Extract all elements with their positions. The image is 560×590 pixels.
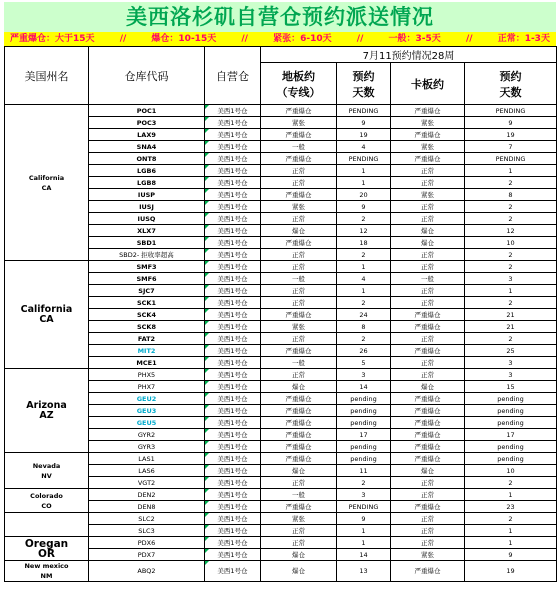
- state-name: Oregan: [24, 537, 69, 550]
- warehouse-code-cell: VGT2: [89, 477, 205, 489]
- floor-status-cell: 严重爆仓: [261, 129, 337, 141]
- legend-item: 严重爆仓：大于15天: [10, 34, 95, 44]
- own-warehouse-cell: 美西1号仓: [205, 177, 261, 189]
- state-abbr: CA: [39, 313, 54, 325]
- truck-status-cell: 严重爆仓: [391, 441, 465, 453]
- own-warehouse-cell: 美西1号仓: [205, 429, 261, 441]
- legend-item: 紧张：6-10天: [273, 34, 332, 44]
- state-abbr: CA: [41, 183, 52, 192]
- floor-status-cell: 严重爆仓: [261, 153, 337, 165]
- truck-days-cell: 3: [465, 357, 557, 369]
- own-warehouse-cell: 美西1号仓: [205, 213, 261, 225]
- table-row: [5, 261, 557, 273]
- truck-days-cell: 23: [465, 501, 557, 513]
- warehouse-code-cell: LAS1: [89, 453, 205, 465]
- floor-days-cell: 14: [337, 381, 391, 393]
- truck-days-cell: 2: [465, 261, 557, 273]
- truck-days-cell: 2: [465, 177, 557, 189]
- floor-days-cell: 13: [337, 561, 391, 582]
- header-warehouse-code: 仓库代码: [89, 47, 205, 105]
- own-warehouse-cell: 美西1号仓: [205, 165, 261, 177]
- floor-status-cell: 严重爆仓: [261, 105, 337, 117]
- warehouse-code-cell: IUSP: [89, 189, 205, 201]
- warehouse-code-cell: IUSQ: [89, 213, 205, 225]
- header-state: 美国州名: [5, 47, 89, 105]
- floor-status-cell: 严重爆仓: [261, 345, 337, 357]
- floor-status-cell: 正常: [261, 285, 337, 297]
- warehouse-code-cell: LGB6: [89, 165, 205, 177]
- own-warehouse-cell: 美西1号仓: [205, 405, 261, 417]
- legend-item: 正常：1-3天: [497, 34, 550, 44]
- floor-days-cell: 1: [337, 285, 391, 297]
- warehouse-code-cell: ABQ2: [89, 561, 205, 582]
- state-cell: [5, 513, 89, 537]
- warehouse-code-cell: DEN8: [89, 501, 205, 513]
- header-floor-line2: （专线）: [276, 85, 321, 99]
- truck-days-cell: 10: [465, 237, 557, 249]
- header-floor-days: [337, 63, 391, 105]
- warehouse-code-cell: GEU5: [89, 417, 205, 429]
- floor-status-cell: 正常: [261, 213, 337, 225]
- warehouse-code-cell: GEU2: [89, 393, 205, 405]
- floor-days-cell: 2: [337, 213, 391, 225]
- truck-days-cell: PENDING: [465, 105, 557, 117]
- floor-status-cell: 正常: [261, 525, 337, 537]
- table-row: [5, 453, 557, 465]
- floor-status-cell: 正常: [261, 369, 337, 381]
- floor-days-cell: 26: [337, 345, 391, 357]
- state-name: New mexico: [24, 562, 69, 570]
- header-floor-line1: 地板约: [282, 69, 315, 83]
- state-abbr: OR: [37, 547, 55, 560]
- floor-days-cell: 1: [337, 261, 391, 273]
- warehouse-code-cell: MIT2: [89, 345, 205, 357]
- state-name: California: [20, 303, 73, 315]
- truck-days-cell: 1: [465, 165, 557, 177]
- truck-days-cell: 9: [465, 117, 557, 129]
- floor-days-cell: 1: [337, 177, 391, 189]
- truck-status-cell: 严重爆仓: [391, 417, 465, 429]
- truck-days-cell: 3: [465, 273, 557, 285]
- floor-days-cell: pending: [337, 453, 391, 465]
- truck-days-cell: 12: [465, 225, 557, 237]
- floor-days-cell: 1: [337, 165, 391, 177]
- truck-days-cell: 2: [465, 477, 557, 489]
- truck-status-cell: 严重爆仓: [391, 393, 465, 405]
- floor-status-cell: 严重爆仓: [261, 417, 337, 429]
- floor-status-cell: 一般: [261, 489, 337, 501]
- floor-days-cell: 2: [337, 333, 391, 345]
- truck-days-cell: 19: [465, 129, 557, 141]
- floor-days-cell: 11: [337, 465, 391, 477]
- floor-days-cell: 17: [337, 429, 391, 441]
- warehouse-code-cell: GYR3: [89, 441, 205, 453]
- truck-days-cell: 2: [465, 297, 557, 309]
- floor-status-cell: 正常: [261, 165, 337, 177]
- own-warehouse-cell: 美西1号仓: [205, 129, 261, 141]
- state-cell: [5, 453, 89, 489]
- floor-days-cell: 9: [337, 513, 391, 525]
- own-warehouse-cell: 美西1号仓: [205, 309, 261, 321]
- floor-status-cell: 正常: [261, 537, 337, 549]
- truck-days-cell: 17: [465, 429, 557, 441]
- own-warehouse-cell: 美西1号仓: [205, 561, 261, 582]
- legend-separator: //: [241, 34, 248, 44]
- truck-days-cell: 1: [465, 525, 557, 537]
- truck-status-cell: 严重爆仓: [391, 153, 465, 165]
- state-name: Arizona: [26, 399, 67, 411]
- own-warehouse-cell: 美西1号仓: [205, 369, 261, 381]
- truck-status-cell: 正常: [391, 177, 465, 189]
- truck-status-cell: 正常: [391, 513, 465, 525]
- floor-days-cell: 2: [337, 249, 391, 261]
- own-warehouse-cell: 美西1号仓: [205, 189, 261, 201]
- truck-days-cell: 3: [465, 369, 557, 381]
- truck-status-cell: 严重爆仓: [391, 321, 465, 333]
- truck-days-cell: pending: [465, 453, 557, 465]
- truck-days-cell: 15: [465, 381, 557, 393]
- floor-days-cell: 4: [337, 141, 391, 153]
- warehouse-code-cell: SCK4: [89, 309, 205, 321]
- floor-status-cell: 紧张: [261, 201, 337, 213]
- own-warehouse-cell: 美西1号仓: [205, 393, 261, 405]
- truck-days-cell: 1: [465, 285, 557, 297]
- state-cell: [5, 537, 89, 561]
- warehouse-code-cell: POC1: [89, 105, 205, 117]
- truck-status-cell: 严重爆仓: [391, 129, 465, 141]
- truck-status-cell: 正常: [391, 249, 465, 261]
- truck-status-cell: 严重爆仓: [391, 309, 465, 321]
- floor-status-cell: 严重爆仓: [261, 393, 337, 405]
- warehouse-code-cell: SLC2: [89, 513, 205, 525]
- table-row: [5, 561, 557, 582]
- warehouse-code-cell: POC3: [89, 117, 205, 129]
- own-warehouse-cell: 美西1号仓: [205, 477, 261, 489]
- warehouse-code-cell: XLX7: [89, 225, 205, 237]
- own-warehouse-cell: 美西1号仓: [205, 345, 261, 357]
- warehouse-code-cell: LGB8: [89, 177, 205, 189]
- own-warehouse-cell: 美西1号仓: [205, 441, 261, 453]
- sheet-title: 美西洛杉矶自营仓预约派送情况: [4, 2, 556, 32]
- floor-days-cell: pending: [337, 441, 391, 453]
- own-warehouse-cell: 美西1号仓: [205, 153, 261, 165]
- state-name: Colorado: [30, 491, 63, 500]
- floor-status-cell: 紧张: [261, 321, 337, 333]
- floor-status-cell: 爆仓: [261, 465, 337, 477]
- state-abbr: NM: [40, 572, 53, 580]
- floor-status-cell: 严重爆仓: [261, 189, 337, 201]
- floor-days-cell: 5: [337, 357, 391, 369]
- state-cell: [5, 489, 89, 513]
- truck-status-cell: 正常: [391, 297, 465, 309]
- warehouse-code-cell: PDX7: [89, 549, 205, 561]
- floor-days-cell: 3: [337, 489, 391, 501]
- legend-separator: //: [356, 34, 364, 44]
- warehouse-code-cell: GYR2: [89, 429, 205, 441]
- floor-days-cell: pending: [337, 417, 391, 429]
- truck-days-cell: 21: [465, 321, 557, 333]
- warehouse-code-cell: LAS6: [89, 465, 205, 477]
- truck-days-cell: pending: [465, 393, 557, 405]
- truck-status-cell: 紧张: [391, 117, 465, 129]
- truck-days-cell: 2: [465, 201, 557, 213]
- truck-days-cell: 8: [465, 189, 557, 201]
- own-warehouse-cell: 美西1号仓: [205, 549, 261, 561]
- floor-days-cell: 24: [337, 309, 391, 321]
- truck-days-cell: pending: [465, 405, 557, 417]
- own-warehouse-cell: 美西1号仓: [205, 225, 261, 237]
- own-warehouse-cell: 美西1号仓: [205, 453, 261, 465]
- truck-status-cell: 紧张: [391, 189, 465, 201]
- floor-days-cell: pending: [337, 393, 391, 405]
- own-warehouse-cell: 美西1号仓: [205, 333, 261, 345]
- floor-status-cell: 爆仓: [261, 381, 337, 393]
- floor-status-cell: 紧张: [261, 513, 337, 525]
- table-row: [5, 105, 557, 117]
- state-cell: [5, 261, 89, 369]
- own-warehouse-cell: 美西1号仓: [205, 417, 261, 429]
- floor-days-cell: PENDING: [337, 105, 391, 117]
- truck-status-cell: 严重爆仓: [391, 405, 465, 417]
- warehouse-code-cell: LAX9: [89, 129, 205, 141]
- own-warehouse-cell: 美西1号仓: [205, 237, 261, 249]
- truck-status-cell: 紧张: [391, 549, 465, 561]
- truck-days-cell: 19: [465, 561, 557, 582]
- warehouse-code-cell: PHX7: [89, 381, 205, 393]
- floor-status-cell: 严重爆仓: [261, 309, 337, 321]
- warehouse-code-cell: SBD2- 拒收率超高: [89, 249, 205, 261]
- floor-status-cell: 严重爆仓: [261, 405, 337, 417]
- truck-status-cell: 爆仓: [391, 381, 465, 393]
- truck-days-cell: pending: [465, 441, 557, 453]
- state-name: California: [28, 173, 65, 182]
- own-warehouse-cell: 美西1号仓: [205, 357, 261, 369]
- status-legend: [4, 32, 556, 46]
- own-warehouse-cell: 美西1号仓: [205, 249, 261, 261]
- header-truck-days: [465, 63, 557, 105]
- floor-days-cell: 4: [337, 273, 391, 285]
- floor-status-cell: 爆仓: [261, 561, 337, 582]
- warehouse-code-cell: SLC3: [89, 525, 205, 537]
- floor-days-cell: 2: [337, 477, 391, 489]
- floor-status-cell: 正常: [261, 177, 337, 189]
- truck-status-cell: 一般: [391, 273, 465, 285]
- truck-status-cell: 正常: [391, 333, 465, 345]
- warehouse-code-cell: SJC7: [89, 285, 205, 297]
- floor-days-cell: PENDING: [337, 501, 391, 513]
- legend-item: 一般：3-5天: [388, 34, 441, 44]
- floor-days-cell: PENDING: [337, 153, 391, 165]
- floor-days-cell: 3: [337, 369, 391, 381]
- appointment-table: [4, 46, 557, 582]
- table-row: [5, 369, 557, 381]
- truck-days-cell: 2: [465, 249, 557, 261]
- table-row: [5, 513, 557, 525]
- own-warehouse-cell: 美西1号仓: [205, 261, 261, 273]
- floor-status-cell: 紧张: [261, 117, 337, 129]
- warehouse-code-cell: SMF3: [89, 261, 205, 273]
- floor-days-cell: 1: [337, 525, 391, 537]
- own-warehouse-cell: 美西1号仓: [205, 117, 261, 129]
- truck-days-cell: pending: [465, 417, 557, 429]
- floor-days-cell: 20: [337, 189, 391, 201]
- floor-days-cell: 9: [337, 117, 391, 129]
- state-cell: [5, 105, 89, 261]
- truck-status-cell: 严重爆仓: [391, 429, 465, 441]
- floor-status-cell: 严重爆仓: [261, 501, 337, 513]
- floor-days-cell: 2: [337, 297, 391, 309]
- floor-status-cell: 爆仓: [261, 225, 337, 237]
- warehouse-code-cell: SCK8: [89, 321, 205, 333]
- own-warehouse-cell: 美西1号仓: [205, 201, 261, 213]
- warehouse-code-cell: ONT8: [89, 153, 205, 165]
- truck-status-cell: 正常: [391, 525, 465, 537]
- warehouse-code-cell: GEU3: [89, 405, 205, 417]
- truck-status-cell: 正常: [391, 285, 465, 297]
- legend-separator: //: [465, 34, 473, 44]
- state-name: Nevada: [32, 461, 61, 470]
- floor-status-cell: 一般: [261, 357, 337, 369]
- floor-days-cell: 8: [337, 321, 391, 333]
- own-warehouse-cell: 美西1号仓: [205, 501, 261, 513]
- own-warehouse-cell: 美西1号仓: [205, 297, 261, 309]
- floor-status-cell: 严重爆仓: [261, 441, 337, 453]
- truck-status-cell: 正常: [391, 489, 465, 501]
- header-own-warehouse: 自营仓: [205, 47, 261, 105]
- truck-days-cell: PENDING: [465, 153, 557, 165]
- header-floor-days-line2: 天数: [352, 85, 375, 99]
- truck-status-cell: 严重爆仓: [391, 345, 465, 357]
- truck-status-cell: 严重爆仓: [391, 105, 465, 117]
- warehouse-code-cell: FAT2: [89, 333, 205, 345]
- truck-status-cell: 正常: [391, 165, 465, 177]
- header-truck-days-line2: 天数: [499, 85, 522, 99]
- floor-days-cell: 19: [337, 129, 391, 141]
- truck-days-cell: 2: [465, 333, 557, 345]
- own-warehouse-cell: 美西1号仓: [205, 285, 261, 297]
- floor-status-cell: 正常: [261, 333, 337, 345]
- warehouse-code-cell: SMF6: [89, 273, 205, 285]
- warehouse-code-cell: IUSJ: [89, 201, 205, 213]
- floor-status-cell: 正常: [261, 297, 337, 309]
- header-truck: 卡板约: [391, 63, 465, 105]
- header-floor-days-line1: 预约: [352, 69, 375, 83]
- floor-status-cell: 正常: [261, 249, 337, 261]
- truck-status-cell: 爆仓: [391, 237, 465, 249]
- truck-days-cell: 2: [465, 213, 557, 225]
- truck-status-cell: 正常: [391, 369, 465, 381]
- truck-status-cell: 正常: [391, 261, 465, 273]
- state-cell: [5, 561, 89, 582]
- truck-days-cell: 21: [465, 309, 557, 321]
- state-cell: [5, 369, 89, 453]
- truck-days-cell: 25: [465, 345, 557, 357]
- floor-days-cell: 1: [337, 537, 391, 549]
- truck-days-cell: 2: [465, 513, 557, 525]
- own-warehouse-cell: 美西1号仓: [205, 465, 261, 477]
- own-warehouse-cell: 美西1号仓: [205, 525, 261, 537]
- floor-days-cell: 12: [337, 225, 391, 237]
- own-warehouse-cell: 美西1号仓: [205, 321, 261, 333]
- table-body: [5, 105, 557, 582]
- warehouse-code-cell: DEN2: [89, 489, 205, 501]
- floor-status-cell: 一般: [261, 273, 337, 285]
- header-floor: [261, 63, 337, 105]
- own-warehouse-cell: 美西1号仓: [205, 105, 261, 117]
- truck-status-cell: 严重爆仓: [391, 561, 465, 582]
- floor-status-cell: 严重爆仓: [261, 453, 337, 465]
- own-warehouse-cell: 美西1号仓: [205, 273, 261, 285]
- own-warehouse-cell: 美西1号仓: [205, 513, 261, 525]
- truck-days-cell: 1: [465, 489, 557, 501]
- floor-status-cell: 严重爆仓: [261, 237, 337, 249]
- warehouse-code-cell: MCE1: [89, 357, 205, 369]
- truck-status-cell: 紧张: [391, 141, 465, 153]
- own-warehouse-cell: 美西1号仓: [205, 141, 261, 153]
- truck-status-cell: 爆仓: [391, 225, 465, 237]
- truck-days-cell: 7: [465, 141, 557, 153]
- floor-status-cell: 正常: [261, 477, 337, 489]
- header-truck-days-line1: 预约: [499, 69, 522, 83]
- state-abbr: CO: [41, 501, 52, 510]
- floor-status-cell: 一般: [261, 141, 337, 153]
- truck-days-cell: 1: [465, 537, 557, 549]
- truck-status-cell: 正常: [391, 213, 465, 225]
- floor-status-cell: 爆仓: [261, 549, 337, 561]
- truck-status-cell: 严重爆仓: [391, 453, 465, 465]
- floor-days-cell: 9: [337, 201, 391, 213]
- truck-status-cell: 严重爆仓: [391, 501, 465, 513]
- table-row: [5, 537, 557, 549]
- state-abbr: NV: [41, 471, 52, 480]
- state-abbr: AZ: [39, 409, 54, 421]
- floor-status-cell: 严重爆仓: [261, 429, 337, 441]
- warehouse-code-cell: SNA4: [89, 141, 205, 153]
- own-warehouse-cell: 美西1号仓: [205, 489, 261, 501]
- floor-days-cell: pending: [337, 405, 391, 417]
- floor-days-cell: 14: [337, 549, 391, 561]
- warehouse-code-cell: SCK1: [89, 297, 205, 309]
- truck-status-cell: 正常: [391, 201, 465, 213]
- own-warehouse-cell: 美西1号仓: [205, 381, 261, 393]
- warehouse-code-cell: PDX6: [89, 537, 205, 549]
- truck-days-cell: 10: [465, 465, 557, 477]
- floor-days-cell: 18: [337, 237, 391, 249]
- truck-days-cell: 9: [465, 549, 557, 561]
- truck-status-cell: 正常: [391, 477, 465, 489]
- warehouse-code-cell: PHX5: [89, 369, 205, 381]
- legend-separator: //: [119, 34, 127, 44]
- truck-status-cell: 正常: [391, 537, 465, 549]
- truck-status-cell: 正常: [391, 357, 465, 369]
- truck-status-cell: 爆仓: [391, 465, 465, 477]
- header-week-title: 7月11预约情况28周: [261, 47, 557, 63]
- warehouse-code-cell: SBD1: [89, 237, 205, 249]
- legend-item: 爆仓：10-15天: [151, 34, 217, 44]
- own-warehouse-cell: 美西1号仓: [205, 537, 261, 549]
- table-row: [5, 489, 557, 501]
- floor-status-cell: 正常: [261, 261, 337, 273]
